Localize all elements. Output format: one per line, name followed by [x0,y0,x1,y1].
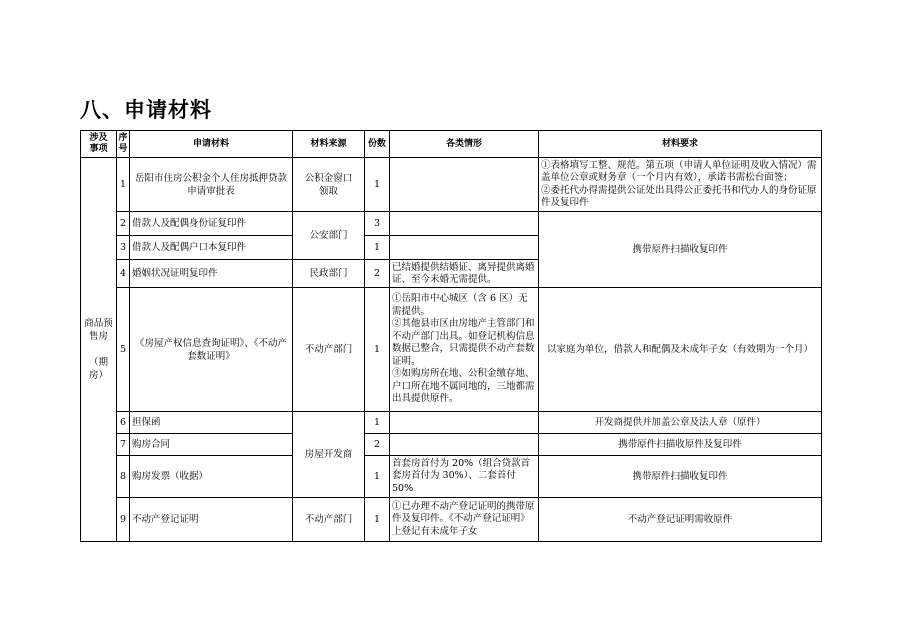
material-cell: 《房屋产权信息查询证明》、《不动产套数证明》 [130,288,293,412]
header-matter: 涉及 事项 [81,131,117,158]
material-cell: 担保函 [130,412,293,434]
seq-cell: 8 [117,456,130,498]
copies-cell: 1 [365,236,390,260]
requirement-cell: ①表格填写工整、规范。第五项（申请人单位证明及收入情况）需盖单位公章或财务章（一个月内有效），承诺书需松台面签； ②委托代办得需提供公证处出具得公正委托书和代办人的身份证原件及复印件 [539,158,822,212]
source-cell: 民政部门 [293,260,365,288]
seq-cell: 2 [117,212,130,236]
copies-cell: 2 [365,260,390,288]
header-requirement: 材料要求 [539,131,822,158]
source-cell: 公积金窗口 领取 [293,158,365,212]
material-cell: 不动产登记证明 [130,498,293,542]
cases-cell [390,434,539,456]
requirement-cell: 携带原件扫描收复印件 [539,456,822,498]
header-cases: 各类情形 [390,131,539,158]
material-cell: 借款人及配偶户口本复印件 [130,236,293,260]
source-cell: 不动产部门 [293,498,365,542]
table-row [81,456,822,498]
requirement-cell: 携带原件扫描收复印件 [539,212,822,288]
cases-cell: 已结婚提供结婚证、离异提供离婚证、至今未婚无需提供。 [390,260,539,288]
matter-cell: 商品预 售房 （期房） [81,158,117,542]
material-cell: 借款人及配偶身份证复印件 [130,212,293,236]
materials-table [80,130,822,542]
table-row [81,212,822,236]
copies-cell: 2 [365,434,390,456]
copies-cell: 1 [365,456,390,498]
header-row [81,131,822,158]
seq-cell: 3 [117,236,130,260]
header-source: 材料来源 [293,131,365,158]
material-cell: 购房发票（收据） [130,456,293,498]
seq-cell: 1 [117,158,130,212]
material-cell: 购房合同 [130,434,293,456]
seq-cell: 5 [117,288,130,412]
cases-cell [390,158,539,212]
requirement-cell: 开发商提供并加盖公章及法人章（原件） [539,412,822,434]
header-seq: 序 号 [117,131,130,158]
table-row [81,412,822,434]
table-row [81,158,822,212]
source-cell: 公安部门 [293,212,365,260]
cases-cell [390,236,539,260]
copies-cell: 1 [365,412,390,434]
table-row [81,288,822,412]
copies-cell: 1 [365,288,390,412]
cases-cell: ①岳阳市中心城区（含 6 区）无需提供。 ②其他县市区由房地产主管部门和不动产部门出具。如登记机构信息数据已整合，只需提供不动产套数证明。 ③如购房所在地、公积金缴存地、户口所在地不属同地的，三地都需出具提供原件。 [390,288,539,412]
seq-cell: 9 [117,498,130,542]
seq-cell: 6 [117,412,130,434]
cases-cell: 首套房首付为 20%（组合贷款首套房首付为 30%）、二套首付50% [390,456,539,498]
cases-cell [390,412,539,434]
material-cell: 岳阳市住房公积金个人住房抵押贷款申请审批表 [130,158,293,212]
seq-cell: 4 [117,260,130,288]
section-heading: 八、申请材料 [80,98,212,122]
table-row [81,434,822,456]
requirement-cell: 携带原件扫描收原件及复印件 [539,434,822,456]
table-row [81,498,822,542]
requirement-cell: 以家庭为单位，借款人和配偶及未成年子女（有效期为一个月） [539,288,822,412]
header-material: 申请材料 [130,131,293,158]
copies-cell: 3 [365,212,390,236]
seq-cell: 7 [117,434,130,456]
requirement-cell: 不动产登记证明需收原件 [539,498,822,542]
source-cell: 房屋开发商 [293,412,365,498]
material-cell: 婚姻状况证明复印件 [130,260,293,288]
cases-cell [390,212,539,236]
cases-cell: ①已办理不动产登记证明的携带原件及复印件。《不动产登记证明》上登记有未成年子女 [390,498,539,542]
copies-cell: 1 [365,498,390,542]
copies-cell: 1 [365,158,390,212]
header-copies: 份数 [365,131,390,158]
source-cell: 不动产部门 [293,288,365,412]
